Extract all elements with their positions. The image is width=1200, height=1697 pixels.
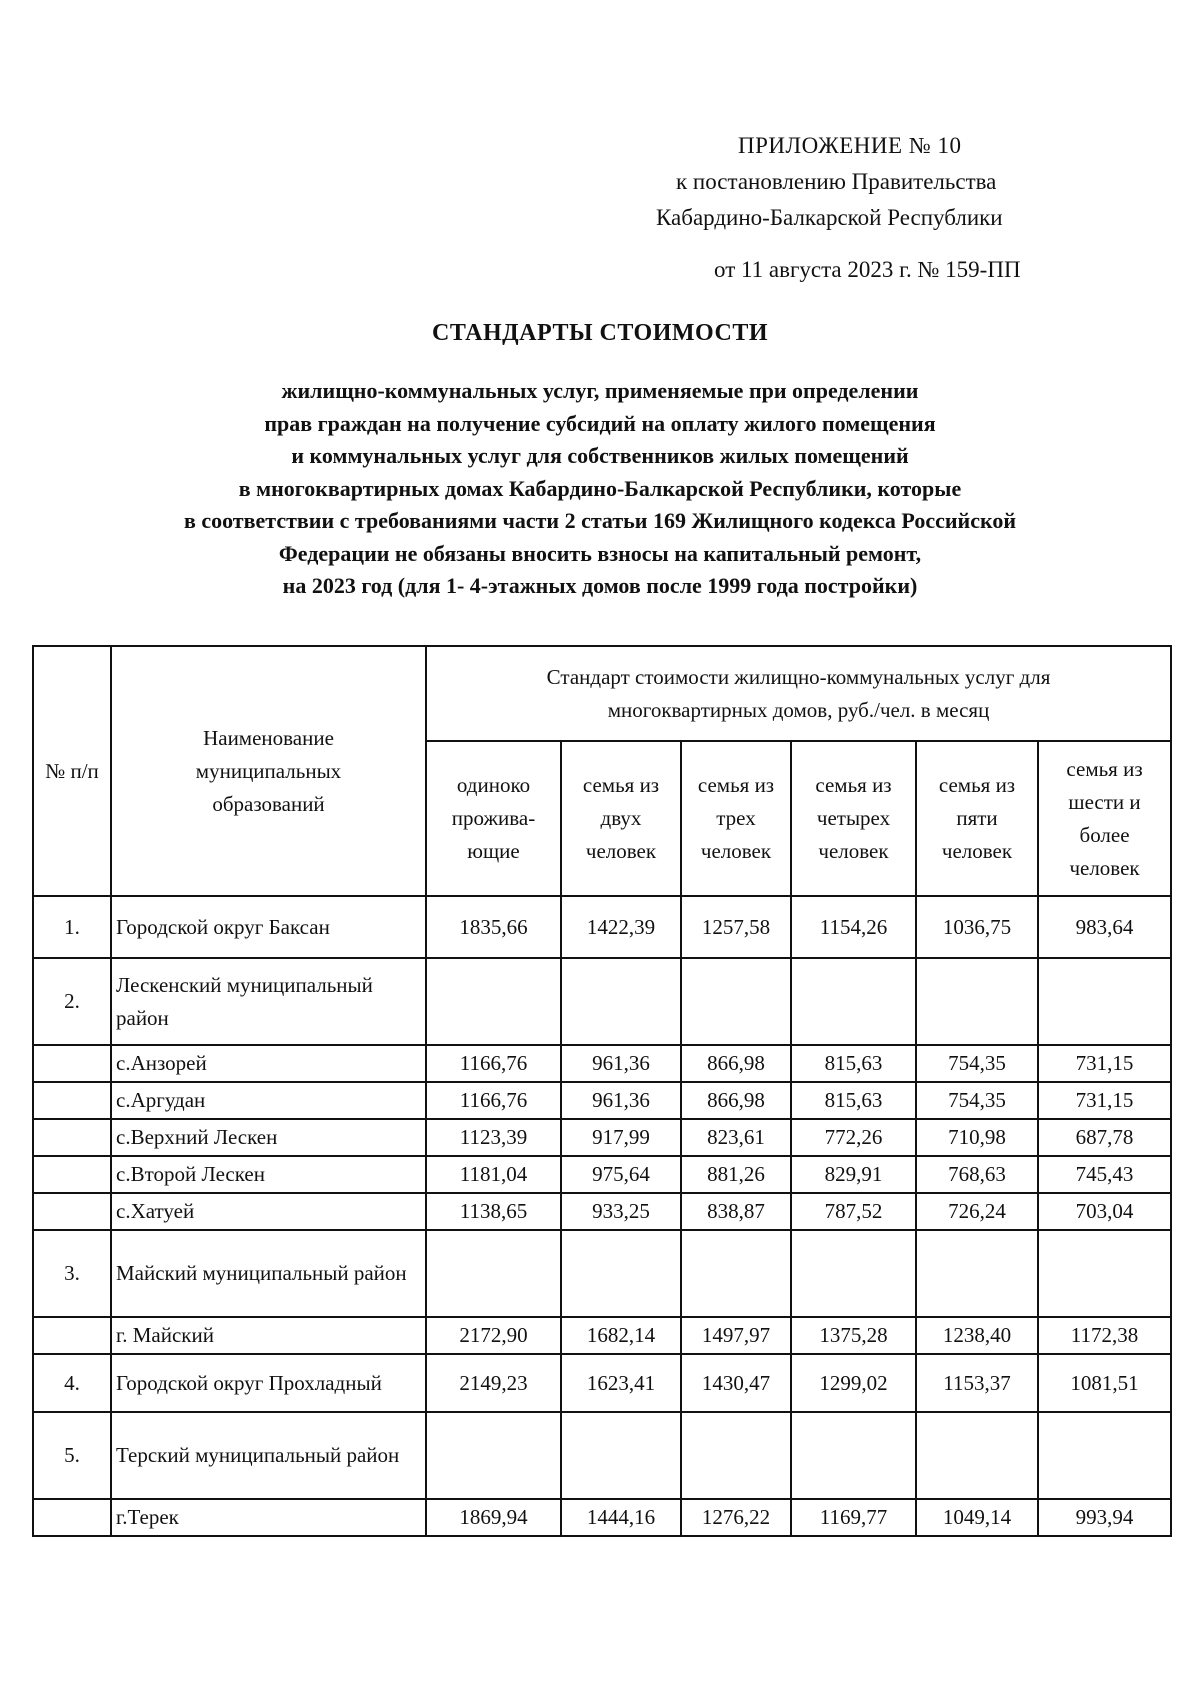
- cost-value-cell: 731,15: [1038, 1045, 1171, 1082]
- cost-value-cell: 768,63: [916, 1156, 1038, 1193]
- document-subtitle: [20, 375, 1180, 603]
- table-row: [33, 1156, 1171, 1193]
- cost-value-cell: 726,24: [916, 1193, 1038, 1230]
- cost-value-cell: 1375,28: [791, 1317, 916, 1354]
- table-row: [33, 1045, 1171, 1082]
- municipality-name: Лескенский муниципальный район: [111, 958, 426, 1045]
- row-number: 1.: [33, 896, 111, 958]
- row-number: [33, 1499, 111, 1536]
- row-number: [33, 1317, 111, 1354]
- cost-value-cell: 1422,39: [561, 896, 681, 958]
- column-header-two: семья из двух человек: [561, 741, 681, 896]
- table-row: [33, 1317, 1171, 1354]
- cost-standards-table: [32, 645, 1172, 1537]
- row-number: [33, 1082, 111, 1119]
- municipality-name: Терский муниципальный район: [111, 1412, 426, 1499]
- row-number: [33, 1156, 111, 1193]
- cost-value-cell: 1036,75: [916, 896, 1038, 958]
- cost-value-cell: 829,91: [791, 1156, 916, 1193]
- cost-value-cell: 961,36: [561, 1045, 681, 1082]
- cost-value-cell: 1166,76: [426, 1045, 561, 1082]
- table-row: [33, 1119, 1171, 1156]
- row-number: 2.: [33, 958, 111, 1045]
- cost-value-cell: 1172,38: [1038, 1317, 1171, 1354]
- cost-value-cell: 1444,16: [561, 1499, 681, 1536]
- table-row: [33, 1412, 1171, 1499]
- cost-value-cell: 2172,90: [426, 1317, 561, 1354]
- cost-value-cell: 754,35: [916, 1082, 1038, 1119]
- cost-value-cell: 687,78: [1038, 1119, 1171, 1156]
- subtitle-line: в соответствии с требованиями части 2 статьи 169 Жилищного кодекса Российской: [183, 508, 1017, 533]
- row-number: 3.: [33, 1230, 111, 1317]
- cost-value-cell: [561, 958, 681, 1045]
- municipality-name: Майский муниципальный район: [111, 1230, 426, 1317]
- cost-value-cell: 1138,65: [426, 1193, 561, 1230]
- subtitle-line: в многоквартирных домах Кабардино-Балкарской Республики, которые: [238, 475, 962, 501]
- column-header-number: № п/п: [33, 646, 111, 896]
- cost-value-cell: 754,35: [916, 1045, 1038, 1082]
- column-header-municipality: Наименование муниципальных образований: [111, 646, 426, 896]
- cost-value-cell: 815,63: [791, 1045, 916, 1082]
- row-number: 4.: [33, 1354, 111, 1412]
- cost-value-cell: 1181,04: [426, 1156, 561, 1193]
- cost-value-cell: [916, 958, 1038, 1045]
- appendix-resolution-line: к постановлению Правительства: [676, 169, 997, 194]
- cost-value-cell: [426, 958, 561, 1045]
- cost-value-cell: 1123,39: [426, 1119, 561, 1156]
- cost-value-cell: 838,87: [681, 1193, 791, 1230]
- cost-value-cell: 1049,14: [916, 1499, 1038, 1536]
- subtitle-line: прав граждан на получение субсидий на оплату жилого помещения: [264, 410, 936, 436]
- column-header-five: семья из пяти человек: [916, 741, 1038, 896]
- table-row: [33, 958, 1171, 1045]
- settlement-name: с.Аргудан: [111, 1082, 426, 1119]
- column-header-six-plus: семья из шести и более человек: [1038, 741, 1171, 896]
- table-row: [33, 1499, 1171, 1536]
- cost-value-cell: 1835,66: [426, 896, 561, 958]
- cost-value-cell: 975,64: [561, 1156, 681, 1193]
- cost-value-cell: [561, 1230, 681, 1317]
- settlement-name: г. Майский: [111, 1317, 426, 1354]
- cost-value-cell: 866,98: [681, 1082, 791, 1119]
- cost-value-cell: 787,52: [791, 1193, 916, 1230]
- cost-value-cell: 881,26: [681, 1156, 791, 1193]
- cost-value-cell: 815,63: [791, 1082, 916, 1119]
- settlement-name: г.Терек: [111, 1499, 426, 1536]
- table-row: [33, 1230, 1171, 1317]
- cost-value-cell: 1299,02: [791, 1354, 916, 1412]
- cost-value-cell: 823,61: [681, 1119, 791, 1156]
- cost-value-cell: 731,15: [1038, 1082, 1171, 1119]
- cost-value-cell: [1038, 958, 1171, 1045]
- cost-value-cell: [916, 1230, 1038, 1317]
- appendix-government-line: Кабардино-Балкарской Республики: [656, 205, 1003, 230]
- municipality-name: Городской округ Прохладный: [111, 1354, 426, 1412]
- cost-value-cell: 1169,77: [791, 1499, 916, 1536]
- table-row: [33, 1354, 1171, 1412]
- cost-value-cell: 917,99: [561, 1119, 681, 1156]
- cost-value-cell: 2149,23: [426, 1354, 561, 1412]
- row-number: 5.: [33, 1412, 111, 1499]
- appendix-title: ПРИЛОЖЕНИЕ № 10: [738, 133, 962, 158]
- cost-value-cell: 1166,76: [426, 1082, 561, 1119]
- appendix-date: от 11 августа 2023 г. № 159-ПП: [714, 257, 1021, 282]
- cost-value-cell: 983,64: [1038, 896, 1171, 958]
- settlement-name: с.Хатуей: [111, 1193, 426, 1230]
- settlement-name: с.Верхний Лескен: [111, 1119, 426, 1156]
- column-header-three: семья из трех человек: [681, 741, 791, 896]
- cost-value-cell: [1038, 1230, 1171, 1317]
- cost-value-cell: 710,98: [916, 1119, 1038, 1156]
- row-number: [33, 1193, 111, 1230]
- subtitle-line: жилищно-коммунальных услуг, применяемые при определении: [281, 378, 919, 403]
- cost-value-cell: [916, 1412, 1038, 1499]
- cost-value-cell: 993,94: [1038, 1499, 1171, 1536]
- cost-value-cell: 1081,51: [1038, 1354, 1171, 1412]
- row-number: [33, 1045, 111, 1082]
- cost-value-cell: [681, 958, 791, 1045]
- cost-value-cell: 961,36: [561, 1082, 681, 1119]
- subtitle-line: и коммунальных услуг для собственников жилых помещений: [291, 443, 909, 468]
- column-group-header: Стандарт стоимости жилищно-коммунальных услуг для многоквартирных домов, руб./чел. в месяц: [426, 646, 1171, 741]
- document-title: СТАНДАРТЫ СТОИМОСТИ: [432, 320, 768, 346]
- cost-value-cell: [561, 1412, 681, 1499]
- cost-value-cell: 933,25: [561, 1193, 681, 1230]
- municipality-name: Городской округ Баксан: [111, 896, 426, 958]
- cost-value-cell: 703,04: [1038, 1193, 1171, 1230]
- cost-value-cell: 1430,47: [681, 1354, 791, 1412]
- subtitle-line: на 2023 год (для 1- 4-этажных домов после 1999 года постройки): [282, 573, 918, 598]
- cost-value-cell: [791, 1412, 916, 1499]
- cost-value-cell: [791, 958, 916, 1045]
- cost-value-cell: 1276,22: [681, 1499, 791, 1536]
- cost-value-cell: [791, 1230, 916, 1317]
- cost-value-cell: [681, 1412, 791, 1499]
- cost-value-cell: 1869,94: [426, 1499, 561, 1536]
- appendix-block: [600, 128, 1100, 288]
- cost-value-cell: 1497,97: [681, 1317, 791, 1354]
- table-row: [33, 1193, 1171, 1230]
- cost-value-cell: 1682,14: [561, 1317, 681, 1354]
- cost-value-cell: [681, 1230, 791, 1317]
- cost-value-cell: 866,98: [681, 1045, 791, 1082]
- column-header-four: семья из четырех человек: [791, 741, 916, 896]
- cost-value-cell: [426, 1412, 561, 1499]
- column-header-single: одиноко прожива-ющие: [426, 741, 561, 896]
- cost-value-cell: [426, 1230, 561, 1317]
- subtitle-line: Федерации не обязаны вносить взносы на капитальный ремонт,: [278, 540, 922, 566]
- table-row: [33, 1082, 1171, 1119]
- cost-value-cell: 1153,37: [916, 1354, 1038, 1412]
- cost-value-cell: 1257,58: [681, 896, 791, 958]
- cost-value-cell: 772,26: [791, 1119, 916, 1156]
- cost-value-cell: 1238,40: [916, 1317, 1038, 1354]
- table-row: [33, 896, 1171, 958]
- row-number: [33, 1119, 111, 1156]
- cost-value-cell: 745,43: [1038, 1156, 1171, 1193]
- cost-value-cell: [1038, 1412, 1171, 1499]
- cost-value-cell: 1154,26: [791, 896, 916, 958]
- cost-value-cell: 1623,41: [561, 1354, 681, 1412]
- settlement-name: с.Анзорей: [111, 1045, 426, 1082]
- settlement-name: с.Второй Лескен: [111, 1156, 426, 1193]
